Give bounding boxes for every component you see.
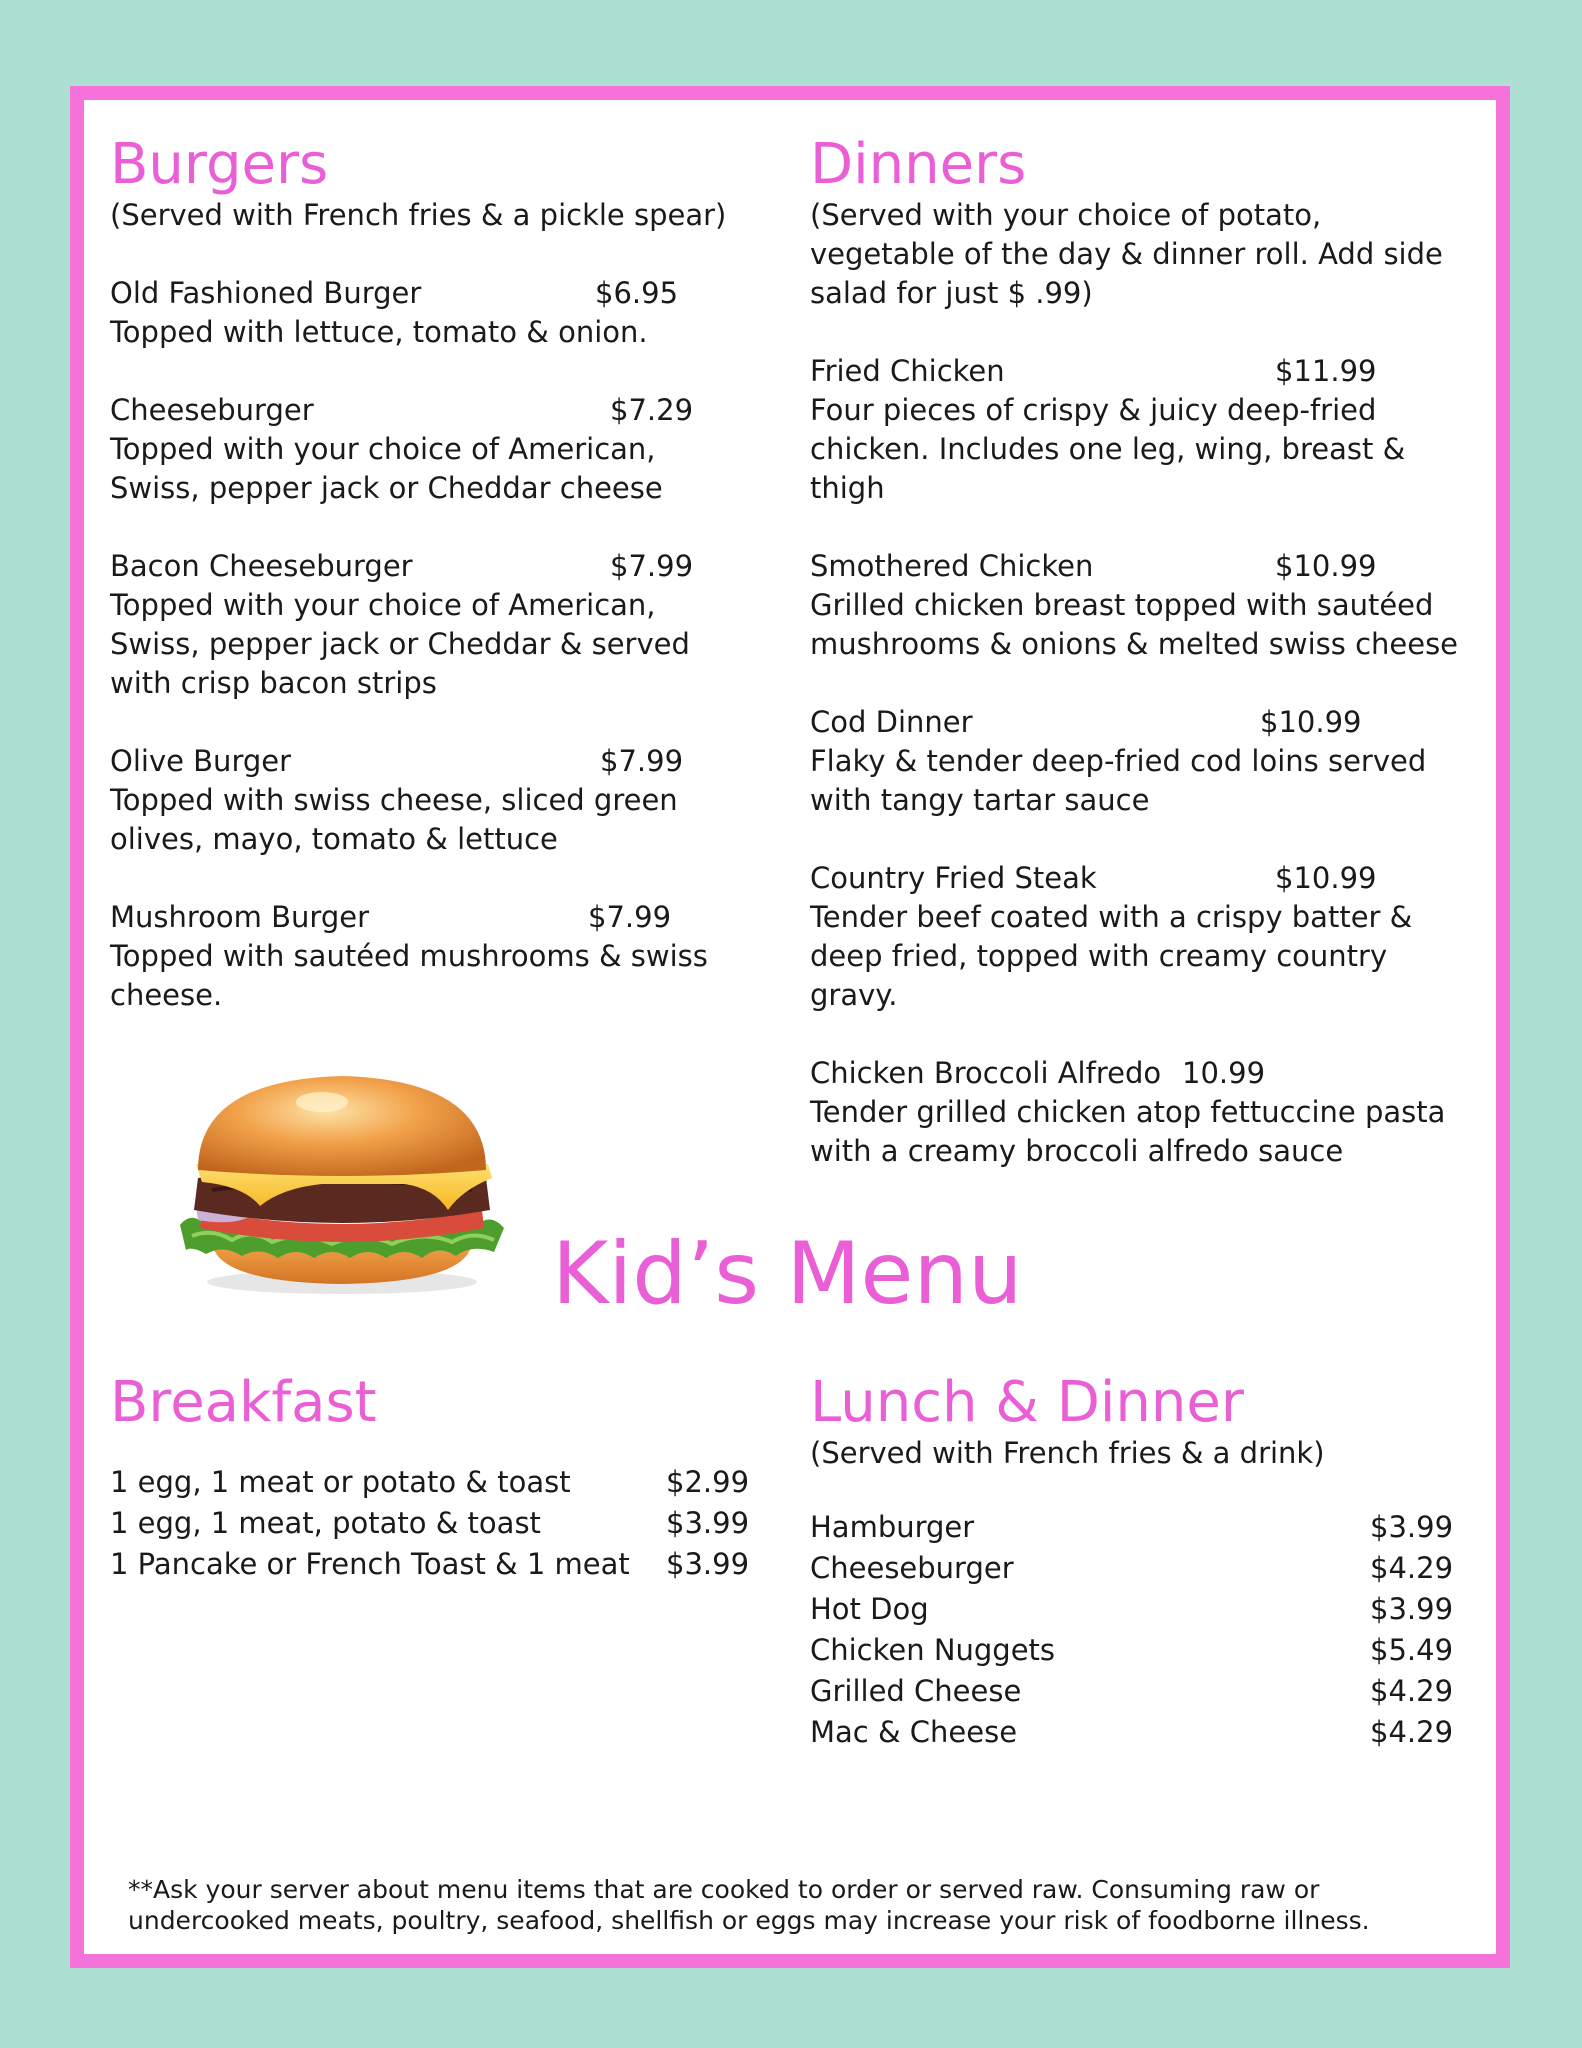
breakfast-item — [110, 1544, 770, 1585]
kids-item — [810, 1671, 1480, 1712]
item-description: Flaky & tender deep-fried cod loins served with tangy tartar sauce — [810, 744, 1427, 817]
item-name: 1 Pancake or French Toast & 1 meat — [110, 1547, 630, 1581]
item-description: Topped with swiss cheese, sliced green olives, mayo, tomato & lettuce — [110, 783, 678, 856]
item-price: 10.99 — [1182, 1056, 1266, 1090]
menu-item — [810, 859, 1480, 1015]
item-description: Topped with your choice of American, Swiss, pepper jack or Cheddar & served with crisp bacon strips — [110, 588, 690, 700]
item-name: Mushroom Burger — [110, 900, 369, 934]
lunch-dinner-section — [810, 1372, 1480, 1753]
item-name: Chicken Broccoli Alfredo — [810, 1056, 1162, 1090]
item-price: $2.99 — [666, 1465, 750, 1499]
breakfast-item — [110, 1503, 770, 1544]
kids-item — [810, 1548, 1480, 1589]
item-name: Grilled Cheese — [810, 1674, 1022, 1708]
burgers-heading: Burgers — [110, 132, 329, 197]
menu-item — [810, 1054, 1480, 1171]
item-price: $7.99 — [600, 744, 684, 778]
item-name: Cod Dinner — [810, 705, 973, 739]
item-description: Tender grilled chicken atop fettuccine pasta with a creamy broccoli alfredo sauce — [810, 1095, 1446, 1168]
menu-item — [110, 274, 770, 352]
item-price: $10.99 — [1260, 705, 1362, 739]
item-name: 1 egg, 1 meat, potato & toast — [110, 1506, 541, 1540]
breakfast-item — [110, 1462, 770, 1503]
kids-item — [810, 1630, 1480, 1671]
item-price: $11.99 — [1275, 354, 1377, 388]
item-price: $4.29 — [1370, 1715, 1454, 1749]
item-name: Hot Dog — [810, 1592, 929, 1626]
item-price: $3.99 — [1370, 1510, 1454, 1544]
dinners-heading: Dinners — [810, 132, 1027, 197]
item-price: $5.49 — [1370, 1633, 1454, 1667]
item-price: $3.99 — [1370, 1592, 1454, 1626]
breakfast-section — [110, 1372, 770, 1585]
item-price: $7.29 — [610, 393, 694, 427]
item-description: Grilled chicken breast topped with sautéed mushrooms & onions & melted swiss cheese — [810, 588, 1459, 661]
menu-item — [110, 898, 770, 1015]
item-price: $10.99 — [1275, 861, 1377, 895]
kids-item — [810, 1712, 1480, 1753]
item-name: Fried Chicken — [810, 354, 1005, 388]
menu-item — [810, 703, 1480, 820]
dinners-note: (Served with your choice of potato, vegetable of the day & dinner roll. Add side salad for just $ .99) — [810, 198, 1443, 310]
lunch-dinner-note: (Served with French fries & a drink) — [810, 1436, 1325, 1470]
burgers-section — [110, 134, 770, 1015]
item-name: Chicken Nuggets — [810, 1633, 1056, 1667]
menu-page — [70, 86, 1510, 1968]
menu-item — [110, 391, 770, 508]
item-price: $3.99 — [666, 1547, 750, 1581]
lunch-dinner-heading: Lunch & Dinner — [810, 1370, 1244, 1435]
kids-item — [810, 1507, 1480, 1548]
kids-item — [810, 1589, 1480, 1630]
item-name: Cheeseburger — [810, 1551, 1014, 1585]
item-description: Topped with lettuce, tomato & onion. — [110, 315, 648, 349]
menu-item — [110, 547, 770, 703]
item-price: $4.29 — [1370, 1551, 1454, 1585]
kids-menu-title: Kid’s Menu — [552, 1224, 1023, 1324]
item-description: Four pieces of crispy & juicy deep-fried chicken. Includes one leg, wing, breast & thigh — [810, 393, 1406, 505]
item-description: Topped with sautéed mushrooms & swiss cheese. — [110, 939, 708, 1012]
menu-item — [810, 547, 1480, 664]
item-name: Hamburger — [810, 1510, 975, 1544]
cheeseburger-illustration — [172, 1060, 512, 1300]
item-name: Cheeseburger — [110, 393, 314, 427]
item-name: Smothered Chicken — [810, 549, 1094, 583]
item-name: 1 egg, 1 meat or potato & toast — [110, 1465, 571, 1499]
item-description: Tender beef coated with a crispy batter & deep fried, topped with creamy country gravy. — [810, 900, 1413, 1012]
item-name: Olive Burger — [110, 744, 292, 778]
item-price: $3.99 — [666, 1506, 750, 1540]
food-safety-disclaimer: **Ask your server about menu items that are cooked to order or served raw. Consuming raw or undercooked meats, poultry, seafood, shellfish or eggs may increase your risk of foodborne illness. — [128, 1875, 1370, 1935]
item-name: Mac & Cheese — [810, 1715, 1018, 1749]
item-name: Country Fried Steak — [810, 861, 1097, 895]
item-price: $6.95 — [595, 276, 679, 310]
menu-item — [810, 352, 1480, 508]
item-price: $4.29 — [1370, 1674, 1454, 1708]
item-price: $7.99 — [588, 900, 672, 934]
item-price: $7.99 — [610, 549, 694, 583]
menu-item — [110, 742, 770, 859]
item-name: Old Fashioned Burger — [110, 276, 422, 310]
item-price: $10.99 — [1275, 549, 1377, 583]
breakfast-heading: Breakfast — [110, 1370, 377, 1435]
dinners-section — [810, 134, 1480, 1171]
burgers-note: (Served with French fries & a pickle spear) — [110, 198, 727, 232]
item-description: Topped with your choice of American, Swiss, pepper jack or Cheddar cheese — [110, 432, 663, 505]
item-name: Bacon Cheeseburger — [110, 549, 413, 583]
